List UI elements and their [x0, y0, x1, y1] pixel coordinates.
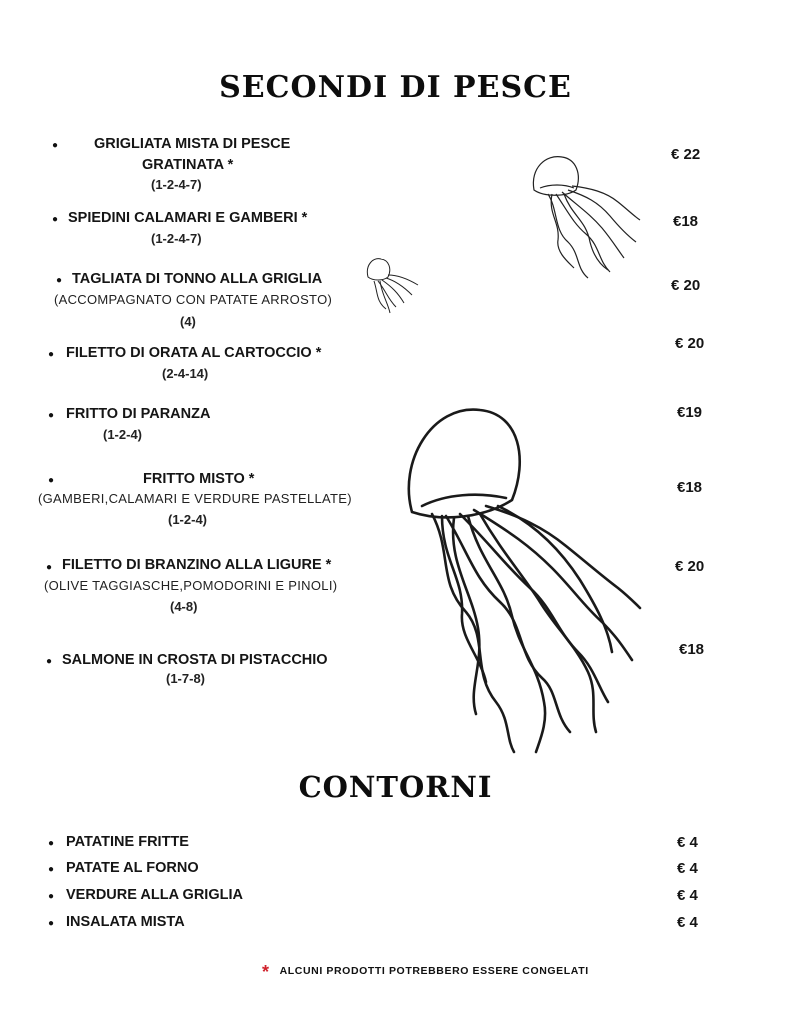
dish-price: € 20	[671, 277, 701, 294]
dish-description: (ACCOMPAGNATO CON PATATE ARROSTO)	[54, 292, 333, 307]
dish-price: €19	[677, 404, 703, 421]
allergen-codes: (1-2-4)	[103, 427, 143, 442]
dish-name: FILETTO DI ORATA AL CARTOCCIO *	[66, 345, 322, 361]
jellyfish-icon	[528, 150, 648, 285]
side-name: INSALATA MISTA	[66, 914, 185, 930]
allergen-codes: (4)	[180, 314, 196, 329]
dish-name: SALMONE IN CROSTA DI PISTACCHIO	[62, 652, 328, 668]
section-title-contorni: CONTORNI	[298, 770, 493, 804]
dish-name: TAGLIATA DI TONNO ALLA GRIGLIA	[72, 271, 323, 287]
footer-note-text: ALCUNI PRODOTTI POTREBBERO ESSERE CONGELATI	[279, 965, 589, 977]
side-name: PATATE AL FORNO	[66, 860, 199, 876]
jellyfish-icon	[364, 255, 424, 317]
dish-name-cont: GRATINATA *	[142, 157, 234, 173]
dish-name: SPIEDINI CALAMARI E GAMBERI *	[68, 210, 308, 226]
allergen-codes: (1-2-4-7)	[151, 231, 202, 246]
dish-price: €18	[673, 213, 699, 230]
dish-price: €18	[677, 479, 703, 496]
bullet: ●	[48, 918, 55, 929]
asterisk-icon: *	[262, 962, 270, 982]
dish-price: € 20	[675, 335, 705, 352]
allergen-codes: (1-2-4)	[168, 512, 208, 527]
dish-name: FRITTO DI PARANZA	[66, 406, 211, 422]
footer-note	[262, 962, 589, 983]
side-price: € 4	[677, 860, 698, 877]
dish-price: € 22	[671, 146, 701, 163]
bullet: ●	[52, 214, 59, 225]
side-price: € 4	[677, 887, 698, 904]
bullet: ●	[52, 140, 59, 151]
dish-name: FRITTO MISTO *	[143, 471, 255, 487]
allergen-codes: (1-2-4-7)	[151, 177, 202, 192]
dish-name: GRIGLIATA MISTA DI PESCE	[94, 136, 291, 152]
dish-name: FILETTO DI BRANZINO ALLA LIGURE *	[62, 557, 332, 573]
allergen-codes: (2-4-14)	[162, 366, 209, 381]
side-price: € 4	[677, 834, 698, 851]
side-name: VERDURE ALLA GRIGLIA	[66, 887, 243, 903]
bullet: ●	[46, 562, 53, 573]
bullet: ●	[46, 656, 53, 667]
dish-description: (OLIVE TAGGIASCHE,POMODORINI E PINOLI)	[44, 578, 338, 593]
jellyfish-icon	[402, 402, 644, 757]
allergen-codes: (1-7-8)	[166, 671, 206, 686]
bullet: ●	[48, 838, 55, 849]
bullet: ●	[48, 349, 55, 360]
side-name: PATATINE FRITTE	[66, 834, 189, 850]
dish-price: €18	[679, 641, 705, 658]
bullet: ●	[48, 475, 55, 486]
side-price: € 4	[677, 914, 698, 931]
bullet: ●	[48, 891, 55, 902]
bullet: ●	[48, 410, 55, 421]
dish-price: € 20	[675, 558, 705, 575]
allergen-codes: (4-8)	[170, 599, 198, 614]
bullet: ●	[48, 864, 55, 875]
dish-description: (GAMBERI,CALAMARI E VERDURE PASTELLATE)	[38, 491, 352, 506]
bullet: ●	[56, 275, 63, 286]
section-title-secondi: SECONDI DI PESCE	[219, 70, 572, 105]
